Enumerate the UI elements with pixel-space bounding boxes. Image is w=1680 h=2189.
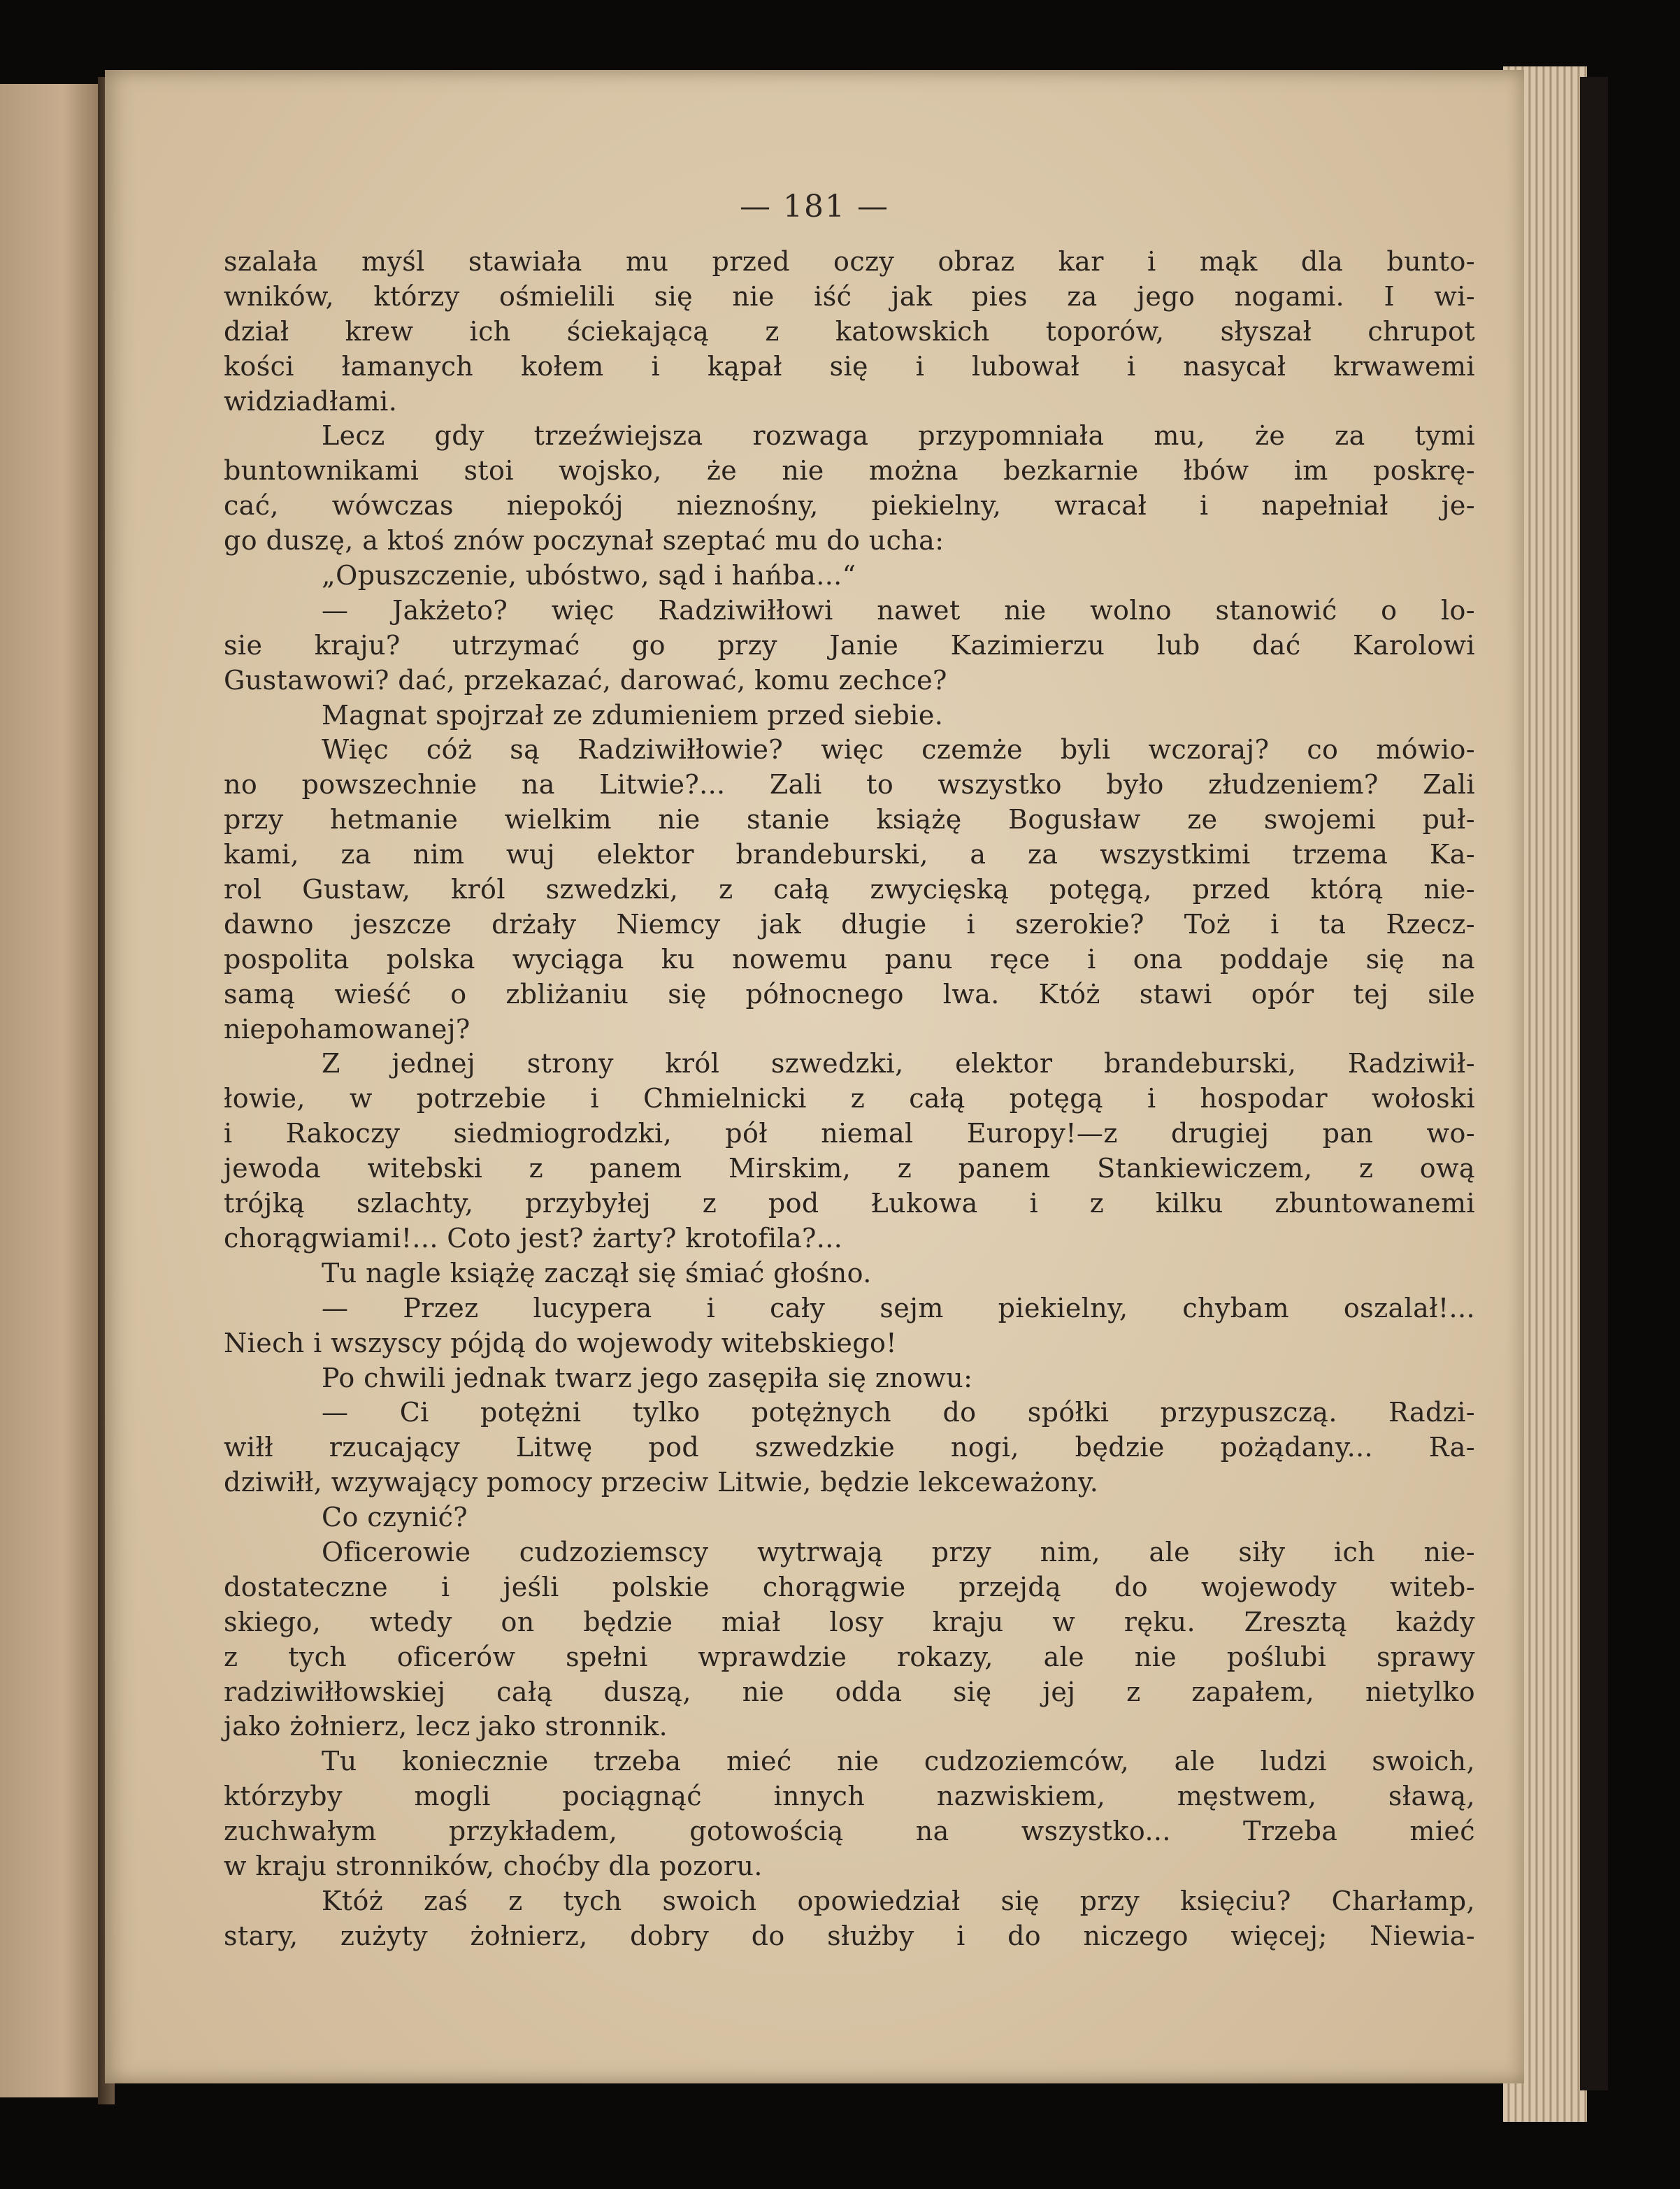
- text-line: Z jednej strony król szwedzki, elektor brandeburski, Radziwił-: [322, 1048, 1475, 1079]
- text-line: no powszechnie na Litwie?... Zali to wszystko było złudzeniem? Zali: [224, 769, 1475, 801]
- text-line: — Jakżeto? więc Radziwiłłowi nawet nie wolno stanowić o lo-: [322, 594, 1475, 626]
- book-page: [105, 70, 1524, 2083]
- text-line: i Rakoczy siedmiogrodzki, pół niemal Europy!—z drugiej pan wo-: [224, 1118, 1475, 1149]
- text-line: szalała myśl stawiała mu przed oczy obraz kar i mąk dla bunto-: [224, 246, 1475, 277]
- text-line: jako żołnierz, lecz jako stronnik.: [224, 1711, 668, 1742]
- text-line: cać, wówczas niepokój nieznośny, piekielny, wracał i napełniał je-: [224, 490, 1475, 522]
- text-line: wników, którzy ośmielili się nie iść jak pies za jego nogami. I wi-: [224, 280, 1475, 312]
- text-line: dawno jeszcze drżały Niemcy jak długie i szerokie? Toż i ta Rzecz-: [224, 908, 1475, 940]
- text-line: pospolita polska wyciąga ku nowemu panu ręce i ona poddaje się na: [224, 943, 1475, 975]
- text-line: radziwiłłowskiej całą duszą, nie odda się jej z zapałem, nietylko: [224, 1676, 1475, 1707]
- text-line: Gustawowi? dać, przekazać, darować, komu zechce?: [224, 664, 947, 696]
- text-line: którzyby mogli pociągnąć innych nazwiskiem, męstwem, sławą,: [224, 1781, 1475, 1812]
- text-line: trójką szlachty, przybyłej z pod Łukowa i z kilku zbuntowanemi: [224, 1188, 1475, 1219]
- text-line: kości łamanych kołem i kąpał się i lubował i nasycał krwawemi: [224, 350, 1475, 382]
- text-line: łowie, w potrzebie i Chmielnicki z całą potęgą i hospodar wołoski: [224, 1083, 1475, 1114]
- text-line: Co czynić?: [322, 1502, 468, 1533]
- body-text: [224, 245, 1475, 1954]
- text-line: sie kraju? utrzymać go przy Janie Kazimierzu lub dać Karolowi: [224, 629, 1475, 661]
- text-line: dostateczne i jeśli polskie chorągwie przejdą do wojewody witeb-: [224, 1571, 1475, 1602]
- text-line: w kraju stronników, choćby dla pozoru.: [224, 1850, 763, 1881]
- text-line: Po chwili jednak twarz jego zasępiła się znowu:: [322, 1362, 973, 1393]
- text-line: Magnat spojrzał ze zdumieniem przed siebie.: [322, 699, 944, 731]
- text-line: Lecz gdy trzeźwiejsza rozwaga przypomniała mu, że za tymi: [322, 420, 1475, 452]
- text-line: Tu nagle książę zaczął się śmiać głośno.: [322, 1257, 872, 1289]
- text-line: Więc cóż są Radziwiłłowie? więc czemże byli wczoraj? co mówio-: [322, 734, 1475, 766]
- book-cover-edge: [1580, 77, 1608, 2090]
- text-line: kami, za nim wuj elektor brandeburski, a za wszystkimi trzema Ka-: [224, 839, 1475, 870]
- text-line: — Ci potężni tylko potężnych do spółki przypuszczą. Radzi-: [322, 1397, 1475, 1428]
- text-line: wiłł rzucający Litwę pod szwedzkie nogi, będzie pożądany... Ra-: [224, 1432, 1475, 1463]
- text-line: z tych oficerów spełni wprawdzie rokazy, ale nie poślubi sprawy: [224, 1641, 1475, 1672]
- text-line: „Opuszczenie, ubóstwo, sąd i hańba...“: [322, 560, 856, 591]
- text-line: samą wieść o zbliżaniu się północnego lwa. Któż stawi opór tej sile: [224, 978, 1475, 1010]
- text-line: jewoda witebski z panem Mirskim, z panem Stankiewiczem, z ową: [224, 1153, 1475, 1184]
- text-line: go duszę, a ktoś znów poczynał szeptać mu do ucha:: [224, 525, 945, 557]
- text-line: przy hetmanie wielkim nie stanie książę Bogusław ze swojemi puł-: [224, 804, 1475, 835]
- text-line: rol Gustaw, król szwedzki, z całą zwycięską potęgą, przed którą nie-: [224, 874, 1475, 905]
- text-line: — Przez lucypera i cały sejm piekielny, chybam oszalał!...: [322, 1292, 1475, 1323]
- page-number: — 181 —: [740, 189, 889, 224]
- text-line: stary, zużyty żołnierz, dobry do służby i do niczego więcej; Niewia-: [224, 1920, 1475, 1951]
- text-line: dziwiłł, wzywający pomocy przeciw Litwie, będzie lekceważony.: [224, 1467, 1099, 1498]
- text-line: widziadłami.: [224, 385, 398, 417]
- text-line: buntownikami stoi wojsko, że nie można bezkarnie łbów im poskrę-: [224, 455, 1475, 487]
- text-line: chorągwiami!... Coto jest? żarty? krotofila?...: [224, 1222, 843, 1254]
- text-line: dział krew ich ściekającą z katowskich toporów, słyszał chrupot: [224, 315, 1475, 347]
- text-line: zuchwałym przykładem, gotowością na wszystko... Trzeba mieć: [224, 1816, 1475, 1847]
- text-line: skiego, wtedy on będzie miał losy kraju w ręku. Zresztą każdy: [224, 1606, 1475, 1637]
- text-line: Tu koniecznie trzeba mieć nie cudzoziemców, ale ludzi swoich,: [322, 1746, 1475, 1777]
- text-line: Któż zaś z tych swoich opowiedział się przy księciu? Charłamp,: [322, 1885, 1475, 1916]
- facing-page-edge: [0, 84, 105, 2097]
- text-line: niepohamowanej?: [224, 1013, 471, 1045]
- text-line: Niech i wszyscy pójdą do wojewody witebskiego!: [224, 1327, 897, 1358]
- text-line: Oficerowie cudzoziemscy wytrwają przy nim, ale siły ich nie-: [322, 1536, 1475, 1567]
